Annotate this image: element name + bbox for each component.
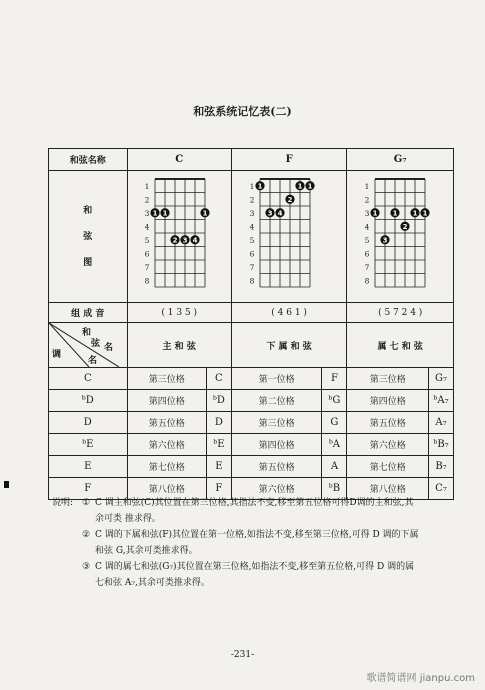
fret-number: 4 xyxy=(144,222,150,232)
row-key: F xyxy=(49,478,128,500)
finger-number: 1 xyxy=(372,209,378,218)
finger-number: 1 xyxy=(152,209,158,218)
note-number: ① xyxy=(82,498,91,508)
fret-number: 2 xyxy=(249,195,255,205)
finger-number: 1 xyxy=(257,182,263,191)
finger-number: 1 xyxy=(297,182,303,191)
chord-c-header: C xyxy=(127,149,231,171)
fret-number: 5 xyxy=(249,235,255,245)
type-subdominant: 下 属 和 弦 xyxy=(231,323,347,368)
row-pos: 第三位格 xyxy=(231,412,322,434)
diagonal-header xyxy=(49,323,128,368)
note-text: C 调的属七和弦(G₇)其位置在第三位格,如指法不变,移至第五位格,可得 D 调的属 xyxy=(95,562,415,572)
row-key: G₇ xyxy=(429,368,454,390)
row-pos: 第四位格 xyxy=(127,390,206,412)
fret-number: 8 xyxy=(364,276,370,286)
fret-number: 6 xyxy=(144,249,150,259)
row-pos: 第六位格 xyxy=(231,478,322,500)
composition-f: ( 4 6 1 ) xyxy=(231,303,347,323)
diag-label-diao: 调 xyxy=(52,350,62,360)
row-pos: 第四位格 xyxy=(231,434,322,456)
margin-mark xyxy=(4,481,9,488)
fret-number: 5 xyxy=(144,235,150,245)
fret-number: 2 xyxy=(144,195,150,205)
note-text: 和弦 G,其余可类推求得。 xyxy=(95,546,198,556)
row-key: C₇ xyxy=(429,478,454,500)
header-row xyxy=(49,149,454,171)
fret-number: 3 xyxy=(364,208,370,218)
note-2 xyxy=(52,527,462,543)
fret-number: 6 xyxy=(364,249,370,259)
row-key: ᵇE xyxy=(206,434,231,456)
chord-c-diagram xyxy=(127,171,231,303)
diag-label-he: 和 xyxy=(82,328,92,338)
composition-g7: ( 5 7 2 4 ) xyxy=(347,303,454,323)
diag-label-xian: 弦 xyxy=(91,339,101,349)
finger-number: 1 xyxy=(412,209,418,218)
table-row xyxy=(49,412,454,434)
diag-label-ming1: 名 xyxy=(104,343,114,353)
fret-number: 2 xyxy=(364,195,370,205)
chord-name-label: 和弦名称 xyxy=(49,149,128,171)
finger-number: 1 xyxy=(307,182,313,191)
note-number: ② xyxy=(82,530,91,540)
row-pos: 第四位格 xyxy=(347,390,429,412)
fret-number: 7 xyxy=(364,262,370,272)
finger-number: 3 xyxy=(267,209,273,218)
finger-number: 1 xyxy=(162,209,168,218)
row-pos: 第五位格 xyxy=(347,412,429,434)
fret-number: 8 xyxy=(249,276,255,286)
row-key: D xyxy=(206,412,231,434)
row-key: C xyxy=(49,368,128,390)
row-key: ᵇA₇ xyxy=(429,390,454,412)
row-key: F xyxy=(322,368,347,390)
note-text: C 调的下属和弦(F)其位置在第一位格,如指法不变,移至第三位格,可得 D 调的下属 xyxy=(95,530,419,540)
chord-g7-diagram xyxy=(347,171,454,303)
row-key: B₇ xyxy=(429,456,454,478)
finger-number: 4 xyxy=(192,236,198,245)
composition-row xyxy=(49,303,454,323)
row-pos: 第五位格 xyxy=(231,456,322,478)
row-pos: 第一位格 xyxy=(231,368,322,390)
finger-number: 1 xyxy=(422,209,428,218)
finger-number: 2 xyxy=(172,236,178,245)
row-key: ᵇD xyxy=(206,390,231,412)
row-pos: 第三位格 xyxy=(127,368,206,390)
row-key: ᵇD xyxy=(49,390,128,412)
fret-number: 6 xyxy=(249,249,255,259)
row-pos: 第八位格 xyxy=(127,478,206,500)
note-text: 余可类 推求得。 xyxy=(95,514,161,524)
row-key: ᵇB xyxy=(322,478,347,500)
row-key: A xyxy=(322,456,347,478)
row-pos: 第三位格 xyxy=(347,368,429,390)
type-tonic: 主 和 弦 xyxy=(127,323,231,368)
composition-c: ( 1 3 5 ) xyxy=(127,303,231,323)
row-key: G xyxy=(322,412,347,434)
row-pos: 第五位格 xyxy=(127,412,206,434)
watermark: 歌谱简谱网 jianpu.com xyxy=(366,673,475,684)
fret-number: 3 xyxy=(249,208,255,218)
row-key: D xyxy=(49,412,128,434)
finger-number: 3 xyxy=(382,236,388,245)
row-key: ᵇA xyxy=(322,434,347,456)
row-key: ᵇG xyxy=(322,390,347,412)
row-key: ᵇE xyxy=(49,434,128,456)
diagram-row xyxy=(49,171,454,303)
table-row xyxy=(49,434,454,456)
finger-number: 1 xyxy=(202,209,208,218)
notes xyxy=(52,495,462,591)
fret-number: 8 xyxy=(144,276,150,286)
row-key: ᵇB₇ xyxy=(429,434,454,456)
finger-number: 4 xyxy=(277,209,283,218)
composition-label: 组 成 音 xyxy=(49,303,128,323)
note-text: 七和弦 A₇,其余可类推求得。 xyxy=(95,578,210,588)
row-pos: 第六位格 xyxy=(127,434,206,456)
note-1 xyxy=(52,495,462,511)
finger-number: 2 xyxy=(402,222,408,231)
row-pos: 第七位格 xyxy=(347,456,429,478)
row-pos: 第七位格 xyxy=(127,456,206,478)
row-key: C xyxy=(206,368,231,390)
row-key: E xyxy=(206,456,231,478)
fret-number: 1 xyxy=(364,181,370,191)
row-pos: 第八位格 xyxy=(347,478,429,500)
row-key: F xyxy=(206,478,231,500)
fret-number: 5 xyxy=(364,235,370,245)
page-title: 和弦系统记忆表(二) xyxy=(193,105,292,118)
note-text: C 调主和弦(C)其位置在第三位格,其指法不变,移至第五位格可得D调的主和弦,其 xyxy=(95,498,414,508)
fret-number: 4 xyxy=(364,222,370,232)
table-row xyxy=(49,390,454,412)
table-row xyxy=(49,368,454,390)
chord-f-header: F xyxy=(231,149,347,171)
fret-number: 7 xyxy=(144,262,150,272)
diag-label-ming2: 名 xyxy=(88,356,98,366)
type-dominant7: 属 七 和 弦 xyxy=(347,323,454,368)
row-key: A₇ xyxy=(429,412,454,434)
finger-number: 3 xyxy=(182,236,188,245)
note-3 xyxy=(52,559,462,575)
table-row xyxy=(49,456,454,478)
fret-number: 4 xyxy=(249,222,255,232)
type-row xyxy=(49,323,454,368)
fret-number: 1 xyxy=(249,181,255,191)
page-number: -231- xyxy=(230,650,255,660)
row-key: E xyxy=(49,456,128,478)
finger-number: 1 xyxy=(392,209,398,218)
diagram-label: 和 弦 图 xyxy=(49,171,128,303)
fret-number: 1 xyxy=(144,181,150,191)
fret-number: 7 xyxy=(249,262,255,272)
chord-table xyxy=(48,148,454,500)
notes-label: 说明: xyxy=(52,498,74,508)
row-pos: 第六位格 xyxy=(347,434,429,456)
chord-f-diagram xyxy=(231,171,347,303)
row-pos: 第二位格 xyxy=(231,390,322,412)
fret-number: 3 xyxy=(144,208,150,218)
chord-g7-header: G₇ xyxy=(347,149,454,171)
note-number: ③ xyxy=(82,562,91,572)
finger-number: 2 xyxy=(287,195,293,204)
